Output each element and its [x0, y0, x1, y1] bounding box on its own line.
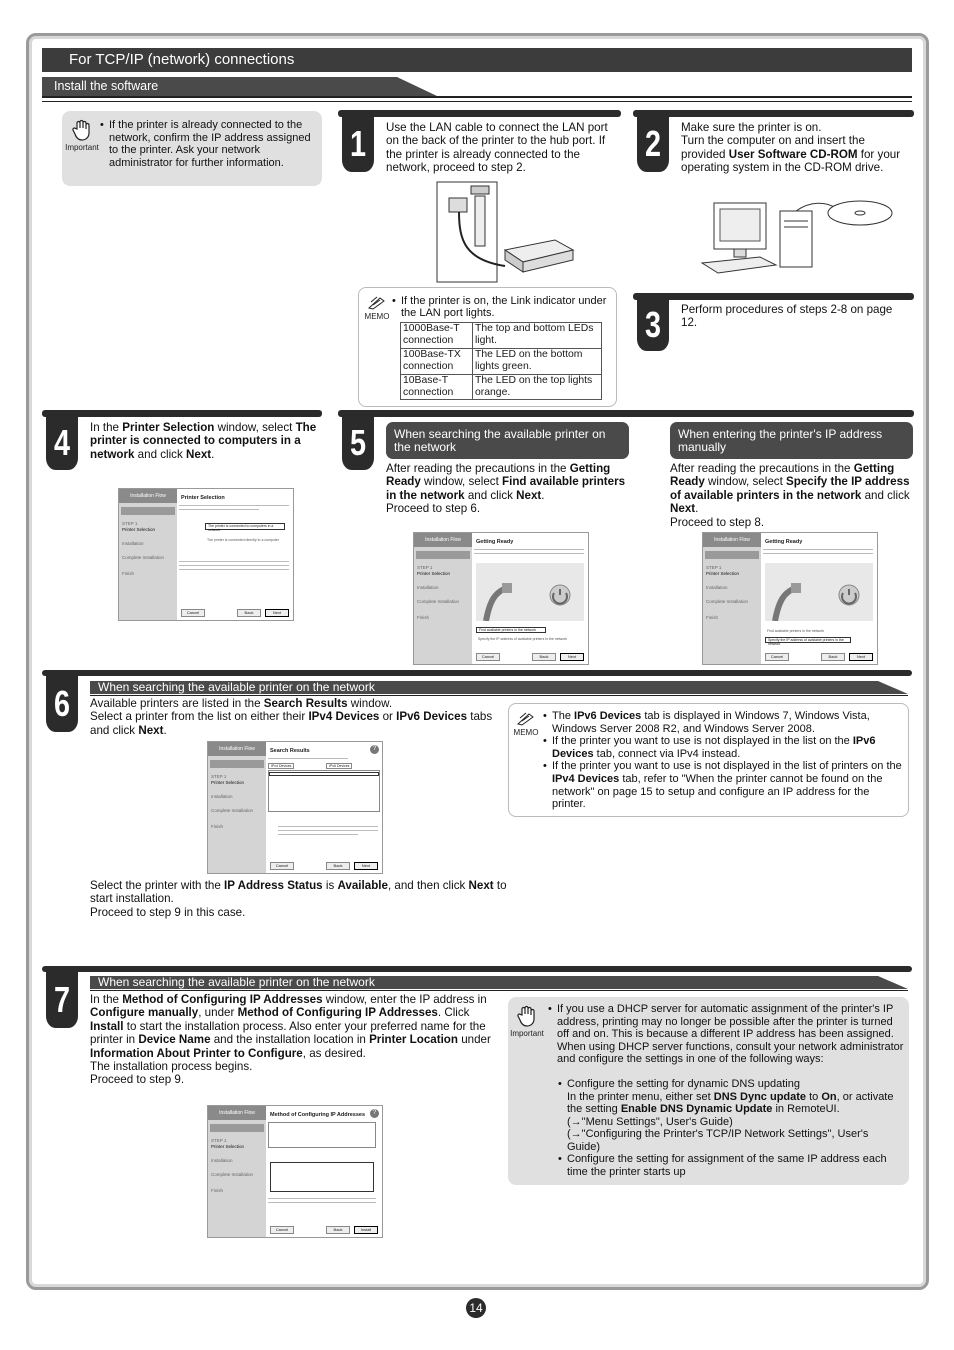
- s6p3f: Next: [468, 879, 494, 892]
- important-dhcp: [508, 997, 909, 1185]
- s6p2c: or: [379, 710, 397, 724]
- help-icon: ?: [370, 745, 379, 754]
- flow-item: Printer Selection: [211, 780, 245, 785]
- s5rc: window, select: [704, 475, 787, 489]
- flow-step: STEP 1: [211, 774, 227, 779]
- s4f: Next: [186, 447, 212, 461]
- s6p1b: Search Results: [263, 697, 348, 710]
- s5re: and click: [861, 488, 910, 502]
- s5rb: Getting Ready: [670, 462, 895, 489]
- s6p4: Proceed to step 9 in this case.: [90, 905, 246, 919]
- flow-sidebar: [208, 742, 266, 873]
- s4c: window, select: [214, 421, 296, 434]
- important-text: • If the printer is already connected to the network, confirm the IP address assigned to the printer. Ask your network administrator for further information.: [100, 119, 318, 169]
- s5lh: Proceed to step 6.: [386, 502, 481, 516]
- shot-title: Getting Ready: [476, 539, 514, 545]
- memo-badge: [360, 296, 394, 321]
- s5ra: After reading the precautions in the: [670, 462, 854, 475]
- shot-method-group: [270, 1162, 374, 1192]
- shot-list-row-selected: [269, 772, 379, 776]
- m2c: tab, connect via IPv4 instead.: [593, 747, 741, 760]
- flow-item: Finish: [706, 615, 719, 620]
- flow-title: Installation Flow: [703, 533, 761, 547]
- important-list: [100, 119, 318, 169]
- memo1-list: [392, 295, 614, 320]
- s7j: Device Name: [138, 1033, 211, 1047]
- s6p1c: window.: [347, 697, 393, 710]
- m1c: tab is displayed in Windows 7, Windows Vista, Windows Server 2008 R2, and Windows Server 2008.: [552, 710, 870, 735]
- m2a: If the printer you want to use is not displayed in the list on the: [552, 735, 853, 748]
- step7-heading: When searching the available printer on the network: [90, 976, 878, 989]
- shot-line: [268, 758, 348, 759]
- step7-bar: [42, 966, 912, 972]
- memo-ipv6-item: [543, 735, 903, 760]
- s7d: Configure manually: [90, 1006, 199, 1020]
- flow-item: Printer Selection: [706, 571, 740, 576]
- flow-item: Complete Installation: [211, 1172, 254, 1177]
- shot-title: Search Results: [270, 748, 310, 754]
- shot-line: [179, 565, 289, 566]
- dhcp-intro: • If you use a DHCP server for automatic assignment of the printer's IP address, printing may no longer be possible after the printer is turned off and on. This is because a different IP address has been assigned. When using DHCP server functions, consult your network administrator and configure the settings in one of the following ways:: [548, 1003, 904, 1066]
- computer-cd-illustration: [700, 197, 895, 279]
- shot-cancel: Cancel: [181, 609, 205, 617]
- s6p2a: Select a printer from the list on either their: [90, 710, 309, 724]
- flow-selected: [121, 507, 175, 515]
- flow-sidebar: [414, 533, 472, 664]
- s7b: Method of Configuring IP Addresses: [122, 993, 323, 1006]
- shot-option-selected: The printer is connected to computers in a network: [205, 523, 285, 530]
- important-dhcp-text: [548, 1003, 904, 1178]
- shot-line: [268, 1198, 376, 1199]
- s6p3b: IP Address Status: [224, 879, 323, 892]
- method-ip-screenshot: [207, 1105, 383, 1238]
- i3a: In the printer menu, either set: [567, 1090, 714, 1103]
- printer-lan-illustration: [435, 180, 575, 286]
- s4d: The printer is connected to computers in a network: [90, 421, 317, 461]
- shot-cancel: Cancel: [270, 862, 294, 870]
- s6p3e: , and then click: [387, 879, 469, 892]
- step2-l2c: for your operating system in the CD-ROM drive.: [681, 147, 901, 175]
- ref-menu-settings: (→"Menu Settings", User's Guide): [567, 1115, 733, 1128]
- dhcp-options: [558, 1078, 904, 1091]
- step2-l2a: Turn the computer on and insert the provided: [681, 134, 865, 161]
- shot-option: Find available printers in the network: [767, 629, 825, 633]
- flow-item: Installation: [211, 1158, 233, 1163]
- shot-line: [278, 830, 378, 831]
- s5rd: Specify the IP address of available printers in the network: [670, 475, 910, 502]
- i3f: Enable DNS Dynamic Update: [620, 1103, 773, 1115]
- step5-right-text: [670, 462, 914, 529]
- s5lb: Getting Ready: [386, 462, 611, 489]
- flow-sidebar: [119, 489, 177, 620]
- flow-item: Installation: [706, 585, 728, 590]
- shot-cancel: Cancel: [270, 1226, 294, 1234]
- s7f: Method of Configuring IP Addresses: [237, 1006, 438, 1020]
- led-connection-type: 1000Base-T connection: [401, 323, 473, 349]
- flow-item: Complete Installation: [706, 599, 749, 604]
- s7o: , as desired.: [302, 1046, 366, 1060]
- i3g: in RemoteUI.: [772, 1103, 840, 1115]
- shot-cancel: Cancel: [765, 653, 789, 661]
- shot-next: Next: [354, 862, 378, 870]
- memo-badge: [509, 712, 543, 737]
- flow-step: STEP 1: [122, 521, 138, 526]
- s6p3a: Select the printer with the: [90, 879, 225, 892]
- getting-ready-screenshot-left: [413, 532, 589, 665]
- important-label: Important: [65, 143, 99, 152]
- s4g: .: [211, 447, 215, 461]
- subsection-title: Install the software: [42, 77, 397, 96]
- s6p3d: Available: [337, 879, 388, 892]
- memo-ipv6-item: [543, 760, 903, 810]
- memo-label: MEMO: [513, 728, 539, 737]
- s6p2g: .: [163, 723, 167, 737]
- s6p2b: IPv4 Devices: [308, 710, 380, 724]
- flow-item: Printer Selection: [211, 1144, 245, 1149]
- lan-port-photo: [765, 563, 873, 621]
- step6-text: [90, 697, 510, 737]
- m3b: IPv4 Devices: [552, 772, 620, 785]
- s5lc: window, select: [420, 475, 503, 489]
- important-badge: [510, 1005, 544, 1038]
- s5le: and click: [464, 488, 517, 502]
- important-label: Important: [510, 1029, 544, 1038]
- ref-tcpip-settings: (→"Configuring the Printer's TCP/IP Network Settings", User's Guide): [567, 1128, 869, 1153]
- s7g: . Click: [437, 1006, 470, 1020]
- shot-line: [278, 834, 358, 835]
- s4e: and click: [134, 447, 187, 461]
- shot-option-selected: Find available printers in the network: [476, 627, 546, 633]
- shot-photo: [765, 563, 873, 621]
- dhcp-list: [548, 1003, 904, 1066]
- important-badge: [65, 119, 99, 152]
- shot-back: Back: [326, 1226, 350, 1234]
- important-hand-icon: [72, 119, 92, 141]
- shot-info-group: [268, 1122, 376, 1148]
- dhcp-option-dns: • Configure the setting for dynamic DNS updating: [558, 1078, 904, 1091]
- s7c: window, enter the IP address in: [322, 993, 487, 1006]
- step5-left-text: [386, 462, 626, 516]
- lan-port-photo: [476, 563, 584, 621]
- step2-line1: Make sure the printer is on.: [681, 121, 822, 134]
- shot-line: [763, 549, 873, 550]
- shot-photo: [476, 563, 584, 621]
- flow-title: Installation Flow: [208, 1106, 266, 1120]
- step5-right-heading: When entering the printer's IP address manually: [670, 422, 913, 459]
- s7p1: [90, 993, 504, 1060]
- shot-cancel: Cancel: [476, 653, 500, 661]
- s6p2: [90, 710, 510, 737]
- step3-bar: [633, 293, 914, 300]
- flow-title: Installation Flow: [414, 533, 472, 547]
- shot-line: [179, 505, 289, 506]
- s6p1a: Available printers are listed in the: [90, 697, 264, 710]
- step1-number: 1: [342, 110, 374, 172]
- flow-title: Installation Flow: [119, 489, 177, 503]
- step6-text-bottom: [90, 879, 510, 919]
- step1-bar: [338, 110, 621, 117]
- shot-back: Back: [821, 653, 845, 661]
- s7p2: The installation process begins.: [90, 1060, 253, 1074]
- s5rf: Next: [670, 502, 696, 516]
- s7i: to start the installation process. Also enter your preferred name for the printer in: [90, 1019, 486, 1047]
- step4-text: [90, 421, 320, 461]
- flow-selected: [210, 1124, 264, 1132]
- shot-back: Back: [532, 653, 556, 661]
- s7k: and the installation location in: [210, 1033, 370, 1047]
- flow-item: Installation: [122, 541, 144, 546]
- s6p3c: is: [322, 879, 338, 892]
- flow-item: Complete Installation: [417, 599, 460, 604]
- dhcp-options-2: [558, 1153, 904, 1178]
- led-connection-type: 10Base-T connection: [401, 374, 473, 400]
- memo-label: MEMO: [364, 312, 390, 321]
- shot-title: Printer Selection: [181, 495, 225, 501]
- s7n: Information About Printer to Configure: [90, 1046, 303, 1060]
- important-note-top: [62, 111, 322, 186]
- step4-bar: [42, 410, 322, 417]
- important-hand-icon: [517, 1005, 537, 1027]
- shot-next: Next: [849, 653, 873, 661]
- shot-option: Specify the IP address of available printers in the network: [478, 637, 568, 641]
- step5-bar: [338, 410, 914, 417]
- flow-sidebar: [208, 1106, 266, 1237]
- led-row: [401, 323, 602, 349]
- memo-pencil-icon: [517, 712, 535, 726]
- shot-line: [474, 553, 584, 554]
- step7-text: [90, 993, 504, 1087]
- shot-install: Install: [354, 1226, 378, 1234]
- step3-number: 3: [637, 293, 669, 351]
- shot-option-selected: Specify the IP address of available printers in the network: [765, 637, 851, 643]
- step6-number: 6: [46, 670, 78, 732]
- step7-number: 7: [46, 966, 78, 1028]
- dhcp-option-fixed-ip: • Configure the setting for assignment of the same IP address each time the printer starts up: [558, 1153, 904, 1178]
- led-description: The LED on the bottom lights green.: [473, 348, 602, 374]
- s6p2d: IPv6 Devices: [396, 710, 468, 724]
- led-connection-type: 100Base-TX connection: [401, 348, 473, 374]
- led-table: [400, 322, 602, 400]
- s6p2f: Next: [138, 723, 164, 737]
- shot-tab-ipv4: IPv4 Devices: [268, 763, 294, 769]
- shot-title: Getting Ready: [765, 539, 803, 545]
- led-row: [401, 374, 602, 400]
- led-row: [401, 348, 602, 374]
- flow-selected: [416, 551, 470, 559]
- flow-step: STEP 1: [211, 1138, 227, 1143]
- help-icon: ?: [370, 1109, 379, 1118]
- shot-back: Back: [326, 862, 350, 870]
- dhcp-option-dns-detail: [548, 1091, 904, 1154]
- flow-title: Installation Flow: [208, 742, 266, 756]
- s4b: Printer Selection: [122, 421, 215, 434]
- s6p1: [90, 697, 510, 710]
- search-results-screenshot: [207, 741, 383, 874]
- step6-bar: [42, 670, 912, 676]
- subsection-bar: [42, 77, 912, 98]
- led-description: The LED on the top lights orange.: [473, 374, 602, 400]
- flow-step: STEP 1: [417, 565, 433, 570]
- s6p2e: tabs and click: [90, 710, 493, 737]
- m2b: IPv6 Devices: [552, 735, 876, 760]
- shot-tab-ipv6: IPv6 Devices: [326, 763, 352, 769]
- s5rg: .: [695, 502, 699, 516]
- flow-selected: [210, 760, 264, 768]
- flow-step: STEP 1: [706, 565, 722, 570]
- s5ld: Find available printers in the network: [386, 475, 626, 502]
- shot-line: [179, 569, 289, 570]
- s6p3: [90, 879, 510, 906]
- getting-ready-screenshot-right: [702, 532, 878, 665]
- step5-left-heading: When searching the available printer on the network: [386, 422, 629, 459]
- s7a: In the: [90, 993, 123, 1006]
- shot-title: Method of Configuring IP Addresses: [270, 1112, 366, 1118]
- step2-bar: [633, 110, 914, 117]
- m3c: tab, refer to "When the printer cannot be found on the network" on page 15 to setup and configure an IP address for the printer.: [552, 772, 883, 811]
- shot-line: [268, 1202, 376, 1203]
- flow-item: Complete Installation: [122, 555, 165, 560]
- memo-link-indicator: [358, 287, 617, 407]
- flow-item: Installation: [211, 794, 233, 799]
- flow-sidebar: [703, 533, 761, 664]
- s7e: , under: [198, 1006, 238, 1020]
- flow-item: Finish: [417, 615, 430, 620]
- shot-line: [763, 553, 873, 554]
- shot-line: [179, 509, 259, 510]
- flow-item: Installation: [417, 585, 439, 590]
- step6-heading: When searching the available printer on the network: [90, 681, 878, 694]
- spacer: [548, 1066, 904, 1079]
- step6-rule: [90, 695, 908, 696]
- step4-number: 4: [46, 410, 78, 470]
- s7h: Install: [90, 1019, 124, 1033]
- memo-pencil-icon: [368, 296, 386, 310]
- shot-line: [278, 826, 378, 827]
- s5rh: Proceed to step 8.: [670, 515, 765, 529]
- led-description: The top and bottom LEDs light.: [473, 323, 602, 349]
- s5la: After reading the precautions in the: [386, 462, 570, 475]
- step2-text: [681, 121, 909, 175]
- i3b: DNS Dync update: [713, 1090, 807, 1103]
- shot-line: [179, 561, 289, 562]
- flow-item: Printer Selection: [417, 571, 451, 576]
- s7p3: Proceed to step 9.: [90, 1073, 185, 1087]
- memo-ipv6-item: [543, 710, 903, 735]
- shot-line: [474, 549, 584, 550]
- step2-number: 2: [637, 110, 669, 172]
- memo-ipv6: [508, 703, 909, 817]
- m1a: The: [552, 710, 575, 722]
- shot-next: Next: [560, 653, 584, 661]
- step2-l2b: User Software CD-ROM: [728, 147, 858, 161]
- memo1-text: • If the printer is on, the Link indicator under the LAN port lights.: [392, 295, 614, 320]
- s5lf: Next: [516, 488, 542, 502]
- flow-selected: [705, 551, 759, 559]
- shot-device-list: [268, 770, 380, 812]
- step3-text: Perform procedures of steps 2-8 on page 12.: [681, 303, 893, 330]
- s5lg: .: [541, 488, 545, 502]
- m1b: IPv6 Devices: [574, 710, 642, 722]
- printer-selection-screenshot: [118, 488, 294, 621]
- s6p3g: to start installation.: [90, 879, 507, 906]
- divider: [42, 101, 912, 102]
- memo-ipv6-list: [543, 710, 903, 811]
- flow-item: Finish: [211, 824, 224, 829]
- shot-option: The printer is connected directly to a computer: [207, 538, 279, 542]
- s7m: under: [457, 1033, 491, 1047]
- i3d: On: [821, 1090, 837, 1103]
- shot-back: Back: [237, 609, 261, 617]
- s4a: In the: [90, 421, 123, 434]
- step1-text: Use the LAN cable to connect the LAN port on the back of the printer to the hub port. If the printer is already connected to the network, proceed to step 2.: [386, 121, 608, 175]
- step7-rule: [90, 990, 908, 991]
- step5-number: 5: [342, 410, 374, 470]
- i3e: , or activate the setting: [567, 1090, 894, 1115]
- shot-next: Next: [265, 609, 289, 617]
- flow-item: Complete Installation: [211, 808, 254, 813]
- flow-item: Finish: [211, 1188, 224, 1193]
- step2-line2: [681, 134, 909, 174]
- page-number: 14: [466, 1298, 486, 1318]
- flow-item: Printer Selection: [122, 527, 156, 532]
- i3c: to: [806, 1090, 822, 1103]
- m3a: If the printer you want to use is not displayed in the list of printers on the: [552, 760, 902, 773]
- section-title: For TCP/IP (network) connections: [42, 48, 912, 72]
- s7l: Printer Location: [369, 1033, 458, 1047]
- flow-item: Finish: [122, 571, 135, 576]
